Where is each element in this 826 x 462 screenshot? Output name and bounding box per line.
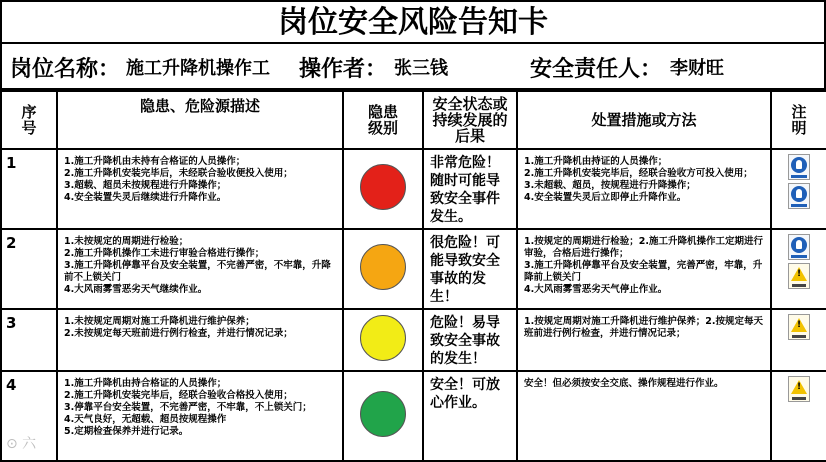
mandatory-sign-icon [788,234,810,260]
table-row [1,229,826,309]
risk-level-indicator [343,309,423,371]
header-row [1,91,826,149]
warning-sign-icon [788,314,810,340]
row-number: 4 [1,371,57,461]
risk-level-indicator [343,371,423,461]
row-number: 2 [1,229,57,309]
hazard-description: 1.施工升降机由未持有合格证的人员操作； 2.施工升降机安装完毕后，未经联合验收便投入使用； 3.超载、超员未按规程进行升降操作； 4.安全装置失灵后继续进行升降作业。 [57,149,343,229]
table-row [1,371,826,461]
card-title: 岗位安全风险告知卡 [0,0,826,44]
post-value: 施工升降机操作工 [126,58,270,79]
mandatory-sign-icon [788,154,810,180]
post-label: 岗位名称： [10,57,121,82]
header-level: 隐患级别 [343,91,423,149]
operator-label: 操作者： [299,57,388,82]
responsible-value: 李财旺 [670,58,724,79]
header-note: 注明 [771,91,826,149]
header-desc: 隐患、危险源描述 [57,91,343,149]
responsible-label: 安全责任人： [530,57,663,82]
handling-measure: 1.施工升降机由持证的人员操作； 2.施工升降机安装完毕后，经联合验收方可投入使用； 3.未超载、超员，按规程进行升降操作； 4.安全装置失灵后立即停止升降作业。 [517,149,771,229]
operator-value: 张三钱 [394,58,448,79]
header-measure: 处置措施或方法 [517,91,771,149]
handling-measure: 安全！但必须按安全交底、操作规程进行作业。 [517,371,771,461]
table-row [1,149,826,229]
header-no: 序号 [1,91,57,149]
state-consequence: 安全！可放心作业。 [423,371,517,461]
handling-measure: 1.按规定的周期进行检验；2.施工升降机操作工定期进行审验，合格后进行操作； 3.施工升降机停靠平台及安全装置，完善严密，牢靠，升降前上锁关门 4.大风雨雾雪恶劣天气停止作业。 [517,229,771,309]
row-number: 3 [1,309,57,371]
state-consequence: 危险！易导致安全事故的发生！ [423,309,517,371]
risk-level-light-icon [360,244,406,290]
risk-level-light-icon [360,391,406,437]
state-consequence: 非常危险！随时可能导致安全事件发生。 [423,149,517,229]
mandatory-sign-icon [788,183,810,209]
hazard-description: 1.未按规定周期对施工升降机进行维护保养； 2.未按规定每天班前进行例行检查，并进行情况记录； [57,309,343,371]
risk-level-indicator [343,229,423,309]
header-state: 安全状态或持续发展的后果 [423,91,517,149]
state-consequence: 很危险！可能导致安全事故的发生！ [423,229,517,309]
handling-measure: 1.按规定周期对施工升降机进行维护保养；2.按规定每天班前进行例行检查，并进行情况记录； [517,309,771,371]
risk-table [0,90,826,462]
risk-level-light-icon [360,164,406,210]
watermark-logo: ⊙ 六 [6,436,37,452]
warning-sign-icon [788,376,810,402]
safety-signs [771,371,826,461]
safety-signs [771,149,826,229]
table-body [1,149,826,461]
table-row [1,309,826,371]
warning-sign-icon [788,263,810,289]
risk-level-light-icon [360,315,406,361]
info-bar [0,44,826,90]
hazard-description: 1.未按规定的周期进行检验； 2.施工升降机操作工未进行审验合格进行操作； 3.施工升降机停靠平台及安全装置，不完善严密，不牢靠，升降前不上锁关门 4.大风雨雾雪恶劣天气继续作业。 [57,229,343,309]
row-number: 1 [1,149,57,229]
safety-signs [771,229,826,309]
hazard-description: 1.施工升降机由持合格证的人员操作； 2.施工升降机安装完毕后，经联合验收合格投入使用； 3.停靠平台安全装置，不完善严密，不牢靠，不上锁关门； 4.天气良好，无超载、超员按规程操作 5.定期检查保养并进行记录。 [57,371,343,461]
safety-signs [771,309,826,371]
risk-level-indicator [343,149,423,229]
